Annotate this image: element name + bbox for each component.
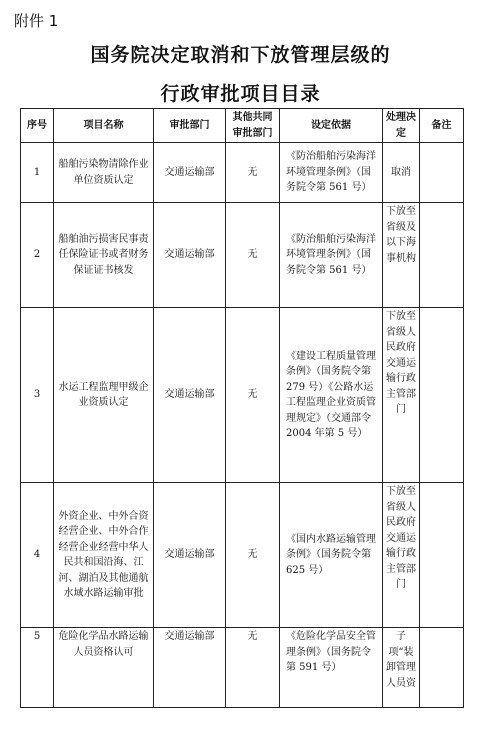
cell-basis: 《建设工程质量管理条例》（国务院令第 279 号）《公路水运工程监理企业资质管理规定》（交通部令 2004 年第 5 号） [280, 308, 383, 483]
attachment-label: 附件 1 [14, 12, 59, 30]
cell-decision: 下放至省级人民政府交通运输行政主管部门 [383, 308, 420, 483]
approval-items-table [20, 108, 464, 708]
cell-decision: 子项“装卸管理人员资 [383, 628, 420, 708]
header-decision: 处理决定 [383, 109, 420, 143]
cell-other-dept: 无 [226, 483, 280, 628]
table-row [21, 308, 464, 483]
cell-remark [420, 483, 464, 628]
header-dept: 审批部门 [154, 109, 226, 143]
cell-dept: 交通运输部 [154, 143, 226, 203]
cell-basis: 《危险化学品安全管理条例》（国务院令第 591 号） [280, 628, 383, 708]
cell-no: 2 [21, 203, 54, 308]
table-row [21, 483, 464, 628]
table-row [21, 203, 464, 308]
cell-name: 外资企业、中外合资经营企业、中外合作经营企业经营中华人民共和国沿海、江河、湖泊及其他通航水域水路运输审批 [54, 483, 154, 628]
header-other-dept: 其他共同审批部门 [226, 109, 280, 143]
cell-name: 危险化学品水路运输人员资格认可 [54, 628, 154, 708]
cell-remark [420, 143, 464, 203]
header-basis: 设定依据 [280, 109, 383, 143]
cell-other-dept: 无 [226, 628, 280, 708]
cell-decision: 下放至省级人民政府交通运输行政主管部门 [383, 483, 420, 628]
cell-remark [420, 308, 464, 483]
cell-remark [420, 203, 464, 308]
cell-other-dept: 无 [226, 308, 280, 483]
table-row [21, 628, 464, 708]
cell-basis: 《防治船舶污染海洋环境管理条例》（国务院令第 561 号） [280, 203, 383, 308]
header-remark: 备注 [420, 109, 464, 143]
cell-no: 4 [21, 483, 54, 628]
table-row [21, 143, 464, 203]
cell-basis: 《防治船舶污染海洋环境管理条例》（国务院令第 561 号） [280, 143, 383, 203]
cell-remark [420, 628, 464, 708]
table-header-row [21, 109, 464, 143]
cell-decision: 取消 [383, 143, 420, 203]
cell-no: 5 [21, 628, 54, 708]
cell-no: 1 [21, 143, 54, 203]
document-title-line1: 国务院决定取消和下放管理层级的 [90, 44, 391, 66]
cell-dept: 交通运输部 [154, 628, 226, 708]
cell-decision: 下放至省级及以下海事机构 [383, 203, 420, 308]
cell-dept: 交通运输部 [154, 308, 226, 483]
cell-basis: 《国内水路运输管理条例》（国务院令第 625 号） [280, 483, 383, 628]
cell-no: 3 [21, 308, 54, 483]
cell-dept: 交通运输部 [154, 483, 226, 628]
cell-other-dept: 无 [226, 203, 280, 308]
header-name: 项目名称 [54, 109, 154, 143]
cell-name: 水运工程监理甲级企业资质认定 [54, 308, 154, 483]
cell-other-dept: 无 [226, 143, 280, 203]
cell-name: 船舶污染物清除作业单位资质认定 [54, 143, 154, 203]
document-title-line2: 行政审批项目目录 [160, 83, 321, 105]
cell-name: 船舶油污损害民事责任保险证书或者财务保证证书核发 [54, 203, 154, 308]
header-no: 序号 [21, 109, 54, 143]
cell-dept: 交通运输部 [154, 203, 226, 308]
